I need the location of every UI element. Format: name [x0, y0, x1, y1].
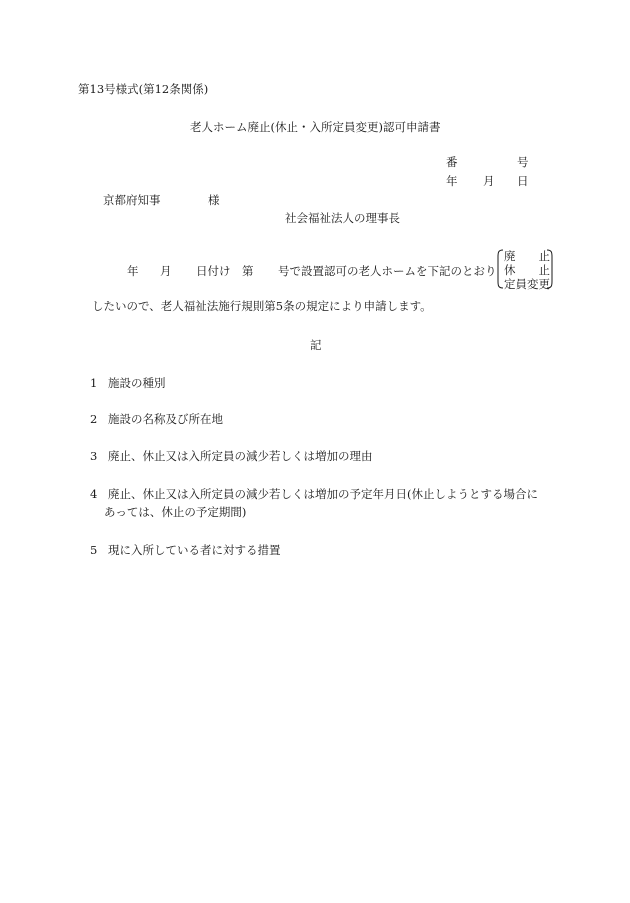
date-year: 年	[446, 174, 458, 188]
body-rest: 号で設置認可の老人ホームを下記のとおり	[278, 264, 497, 278]
body-month: 月	[160, 264, 172, 278]
date-day: 日	[517, 174, 529, 188]
body-dai: 第	[242, 264, 254, 278]
list-item: 4 廃止、休止又は入所定員の減少若しくは増加の予定年月日(休止しようとする場合に	[90, 487, 538, 501]
option-suspend: 休 止	[504, 263, 550, 277]
body-year: 年	[127, 264, 139, 278]
addressee-honorific: 様	[208, 193, 220, 207]
list-item: 3 廃止、休止又は入所定員の減少若しくは増加の理由	[90, 449, 373, 463]
date-month: 月	[483, 174, 495, 188]
option-capacity-change: 定員変更	[504, 277, 550, 291]
addressee-name: 京都府知事	[103, 193, 161, 207]
number-label: 番	[446, 155, 458, 169]
form-title: 老人ホーム廃止(休止・入所定員変更)認可申請書	[190, 120, 441, 134]
list-item: 1 施設の種別	[90, 376, 166, 390]
ki-heading: 記	[310, 338, 322, 352]
list-item: 5 現に入所している者に対する措置	[90, 543, 281, 557]
options-brace	[496, 249, 554, 289]
list-item-continuation: あっては、休止の予定期間)	[104, 505, 247, 519]
number-suffix: 号	[517, 155, 529, 169]
body-line-2: したいので、老人福祉法施行規則第5条の規定により申請します。	[92, 299, 432, 313]
body-dated: 日付け	[196, 264, 231, 278]
form-number: 第13号様式(第12条関係)	[78, 82, 209, 96]
option-abolish: 廃 止	[504, 249, 550, 263]
list-item: 2 施設の名称及び所在地	[90, 412, 223, 426]
applicant: 社会福祉法人の理事長	[285, 211, 400, 225]
